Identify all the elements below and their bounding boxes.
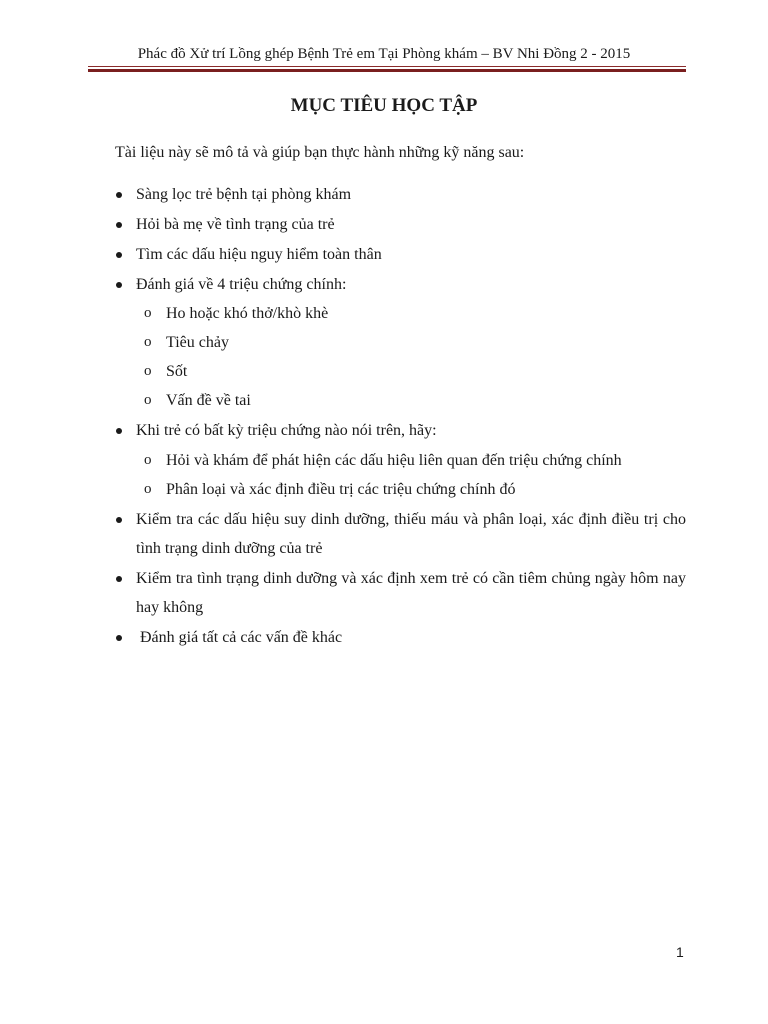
bullet-icon (116, 517, 122, 523)
circle-bullet-icon: o (144, 305, 152, 321)
intro-paragraph: Tài liệu này sẽ mô tả và giúp bạn thực hành những kỹ năng sau: (115, 144, 525, 161)
running-header: Phác đồ Xử trí Lồng ghép Bệnh Trẻ em Tại Phòng khám – BV Nhi Đồng 2 - 2015 (137, 46, 631, 62)
list-item (136, 180, 351, 209)
bullet-icon (116, 576, 122, 582)
sub-list-item-text: Ho hoặc khó thở/khò khè (166, 305, 329, 322)
sub-list-item (144, 357, 188, 386)
list-item-text: Đánh giá tất cả các vấn đề khác (140, 629, 343, 646)
list-item (136, 210, 335, 239)
sub-list-item (144, 299, 329, 328)
circle-bullet-icon: o (144, 334, 152, 350)
sub-list-item-text: Vấn đề về tai (166, 392, 251, 409)
list-item-text: Hỏi bà mẹ về tình trạng của trẻ (136, 216, 335, 233)
circle-bullet-icon: o (144, 392, 152, 408)
list-item (136, 270, 346, 299)
list-item-text: Khi trẻ có bất kỳ triệu chứng nào nói trên, hãy: (136, 422, 437, 439)
bullet-icon (116, 222, 122, 228)
list-item (136, 240, 382, 269)
circle-bullet-icon: o (144, 452, 152, 468)
list-item (140, 623, 342, 652)
page-title: MỤC TIÊU HỌC TẬP (290, 95, 478, 116)
list-item-text: Kiểm tra tình trạng dinh dưỡng và xác định xem trẻ có cần tiêm chủng ngày hôm nay hay không (136, 570, 686, 616)
header-rule-thick (88, 69, 686, 72)
bullet-icon (116, 192, 122, 198)
sub-list-item (144, 446, 622, 475)
sub-list-item-text: Tiêu chảy (166, 334, 229, 351)
sub-list-item-text: Hỏi và khám để phát hiện các dấu hiệu liên quan đến triệu chứng chính (166, 452, 622, 469)
sub-list-item (144, 328, 229, 357)
list-item (136, 564, 686, 622)
bullet-icon (116, 282, 122, 288)
bullet-icon (116, 428, 122, 434)
list-item-text: Đánh giá về 4 triệu chứng chính: (136, 276, 347, 293)
sub-list-item (144, 475, 516, 504)
circle-bullet-icon: o (144, 363, 152, 379)
bullet-icon (116, 252, 122, 258)
list-item (136, 416, 437, 445)
sub-list-item-text: Phân loại và xác định điều trị các triệu chứng chính đó (166, 481, 516, 498)
list-item (136, 505, 686, 563)
list-item-text: Kiểm tra các dấu hiệu suy dinh dưỡng, thiếu máu và phân loại, xác định điều trị cho tình trạng dinh dưỡng của trẻ (136, 511, 686, 557)
bullet-icon (116, 635, 122, 641)
page-number: 1 (676, 944, 684, 960)
sub-list-item (144, 386, 251, 415)
header-rule-thin (88, 66, 686, 67)
list-item-text: Tìm các dấu hiệu nguy hiểm toàn thân (136, 246, 382, 263)
circle-bullet-icon: o (144, 481, 152, 497)
sub-list-item-text: Sốt (166, 363, 188, 380)
list-item-text: Sàng lọc trẻ bệnh tại phòng khám (136, 186, 352, 203)
